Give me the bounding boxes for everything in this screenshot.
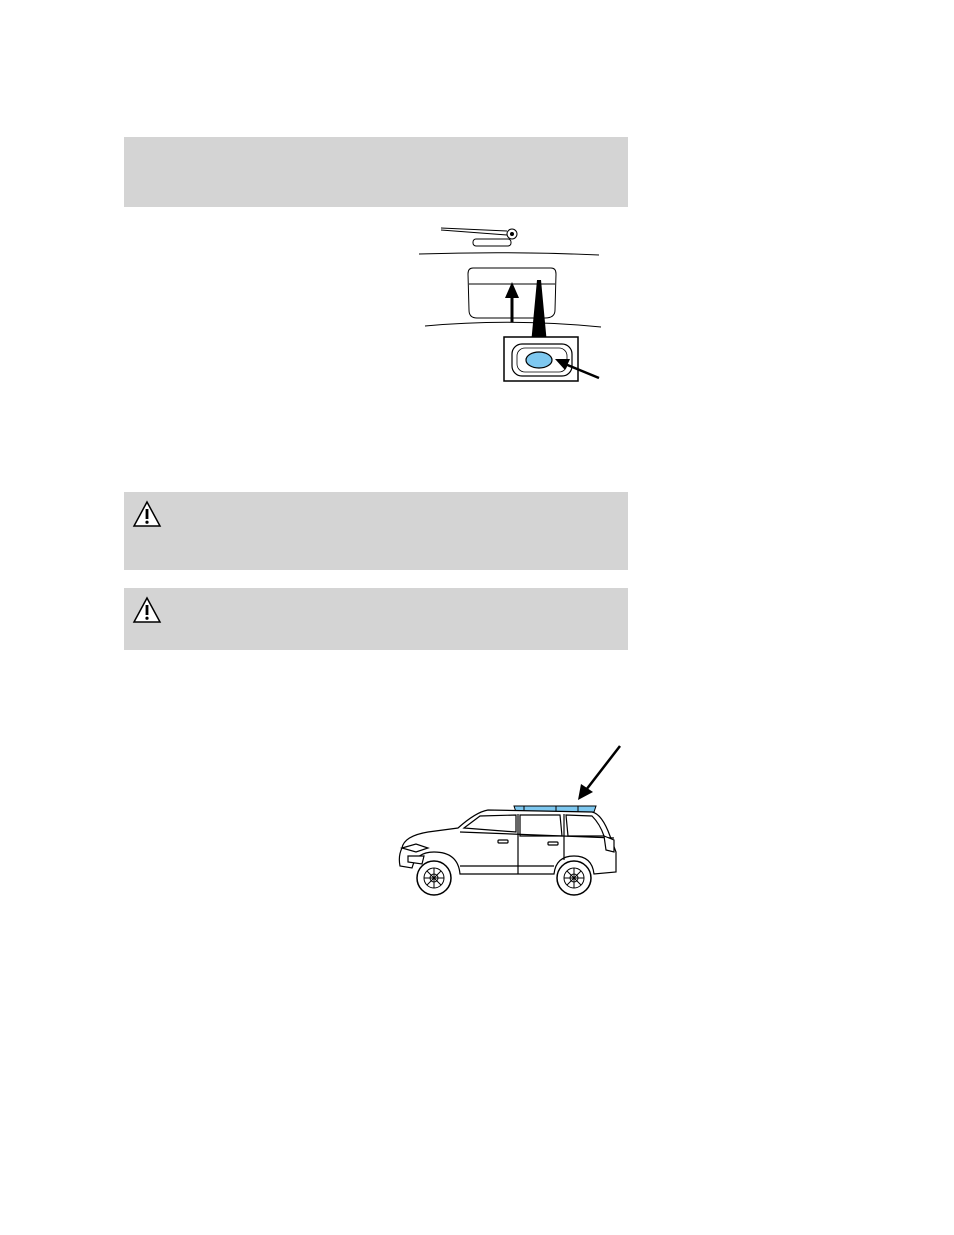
section-header-bar [124,137,628,207]
warning-box [124,492,628,570]
liftgate-edge-line [419,253,599,255]
warning-triangle-icon [132,596,162,624]
vehicle-roof-rack-illustration [388,740,628,902]
front-wheel [417,861,451,895]
warning-triangle-icon [132,500,162,528]
release-button [526,352,552,368]
liftgate-glass-release-illustration [415,218,607,386]
rear-wheel [557,861,591,895]
bumper-line [425,322,601,327]
warning-box [124,588,628,650]
callout-arrow [578,746,620,800]
rear-wiper-arm [441,228,517,246]
